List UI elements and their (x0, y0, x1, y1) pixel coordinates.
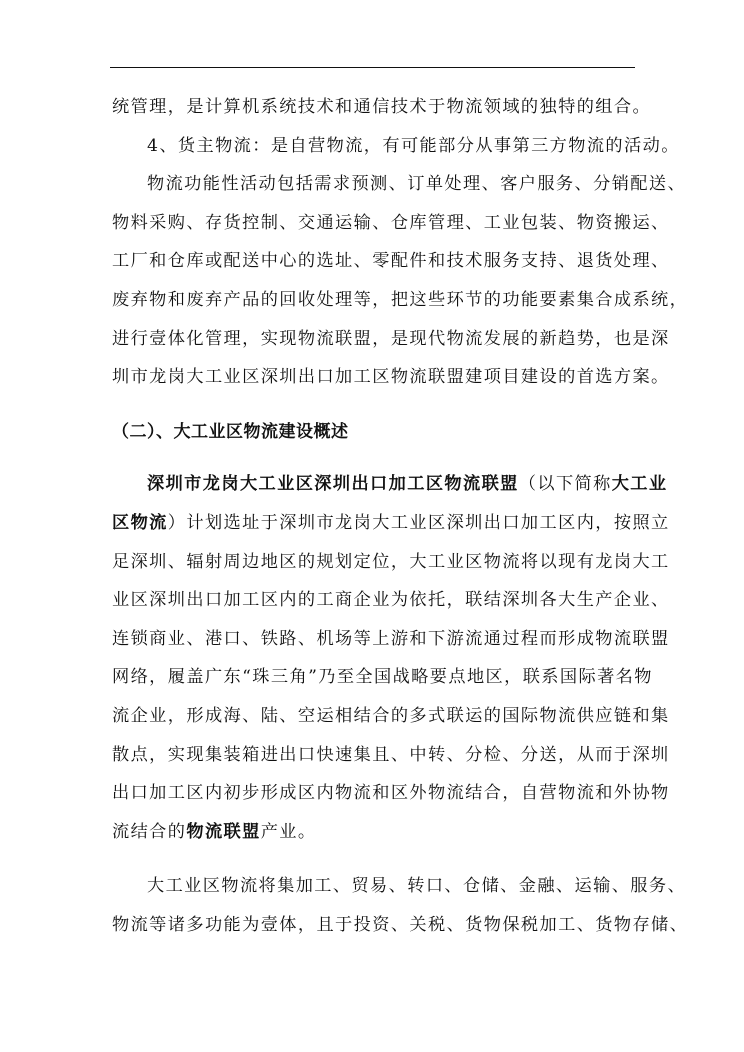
paragraph-line: 散点，实现集装箱进出口快速集且、中转、分检、分送，从而于深圳 (112, 744, 670, 765)
bold-term: 深圳市龙岗大工业区深圳出口加工区物流联盟 (147, 474, 519, 495)
paragraph-line: 进行壹体化管理，实现物流联盟，是现代物流发展的新趋势，也是深 (112, 328, 670, 349)
paragraph-line (112, 504, 670, 543)
inline-text: （以下简称 (518, 474, 612, 495)
paragraph-line (112, 813, 637, 852)
bold-term: 区物流 (112, 512, 168, 533)
paragraph-line: 4、货主物流：是自营物流，有可能部分从事第三方物流的活动。 (147, 135, 680, 156)
paragraph-line: 统管理，是计算机系统技术和通信技术于物流领域的独特的组合。 (112, 97, 652, 117)
inline-text: 流结合的 (112, 821, 187, 842)
bold-term: 物流联盟 (186, 821, 261, 842)
paragraph-line: 圳市龙岗大工业区深圳出口加工区物流联盟建项目建设的首选方案。 (112, 367, 670, 388)
paragraph-line: 工厂和仓库或配送中心的选址、零配件和技术服务支持、退货处理、 (112, 251, 670, 272)
paragraph-line (112, 465, 668, 504)
document-body (112, 88, 689, 944)
inline-text: 产业。 (260, 821, 317, 842)
paragraph-line: 出口加工区内初步形成区内物流和区外物流结合，自营物流和外协物 (112, 783, 670, 804)
inline-text: ）计划选址于深圳市龙岗大工业区深圳出口加工区内，按照立 (167, 512, 670, 533)
paragraph-line: 物流等诸多功能为壹体，且于投资、关税、货物保税加工、货物存储、 (112, 914, 689, 935)
paragraph-line: 业区深圳出口加工区内的工商企业为依托，联结深圳各大生产企业、 (112, 590, 670, 611)
header-rule (110, 67, 635, 68)
paragraph-line: 物料采购、存货控制、交通运输、仓库管理、工业包装、物资搬运、 (112, 212, 670, 233)
paragraph-line: 大工业区物流将集加工、贸易、转口、仓储、金融、运输、服务、 (147, 876, 687, 897)
paragraph-line: 物流功能性活动包括需求预测、订单处理、客户服务、分销配送、 (147, 174, 687, 195)
paragraph-line: 流企业，形成海、陆、空运相结合的多式联运的国际物流供应链和集 (112, 705, 670, 726)
paragraph-line: 连锁商业、港口、铁路、机场等上游和下游流通过程而形成物流联盟 (112, 628, 670, 649)
paragraph-line: 废弃物和废弃产品的回收处理等，把这些环节的功能要素集合成系统， (112, 289, 689, 310)
paragraph-line: 网络，履盖广东“珠三角”乃至全国战略要点地区，联系国际著名物 (112, 667, 653, 688)
paragraph-line: 足深圳、辐射周边地区的规划定位，大工业区物流将以现有龙岗大工 (112, 551, 670, 572)
section-heading: （二）、大工业区物流建设概述 (112, 421, 349, 442)
bold-term: 大工业 (611, 474, 668, 495)
